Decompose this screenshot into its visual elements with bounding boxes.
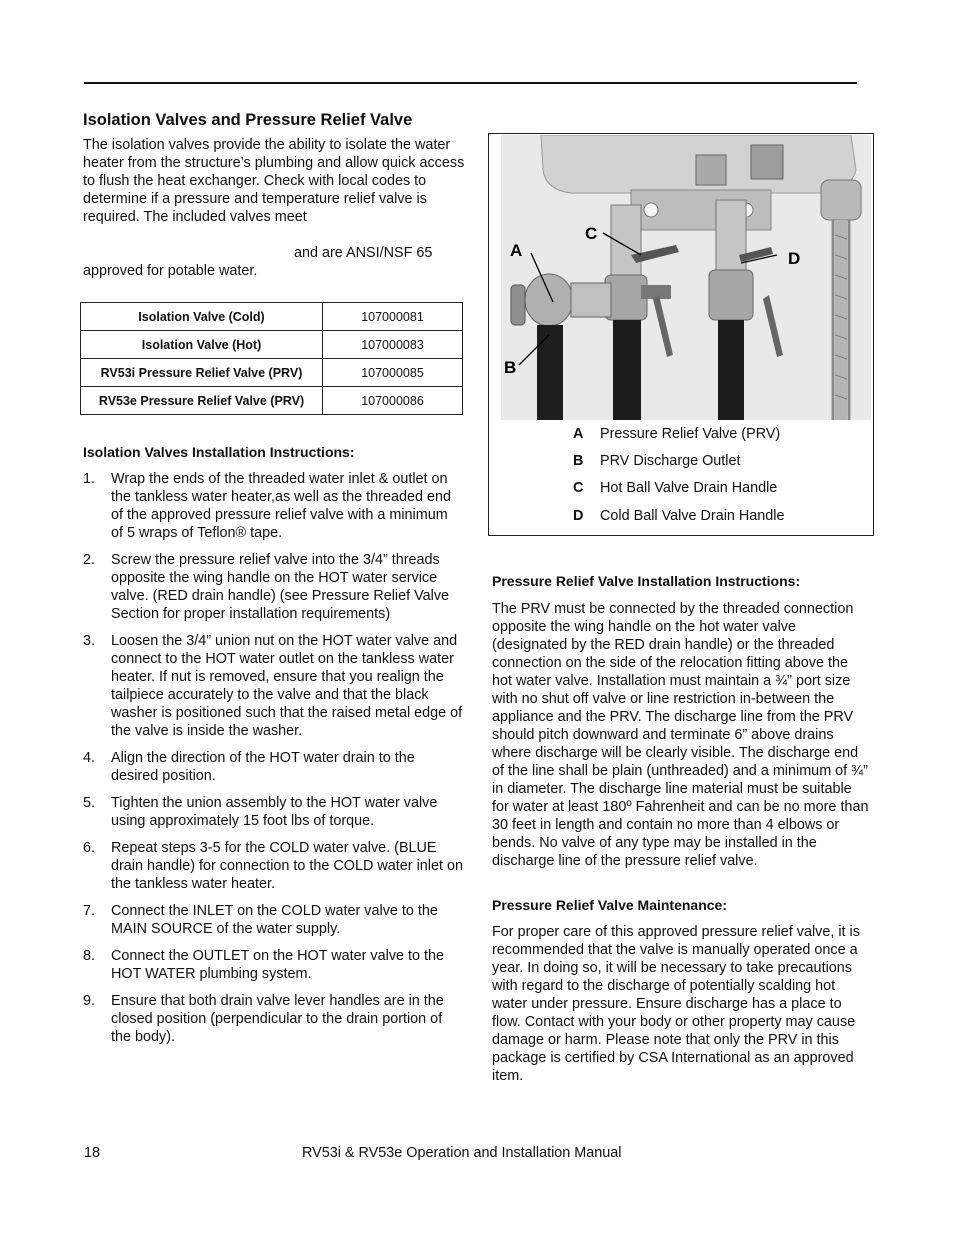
table-row xyxy=(81,303,463,331)
step-number: 3. xyxy=(83,633,96,649)
prv-maintenance-text: For proper care of this approved pressure relief valve, it is recommended that the valve is manually operated once a year. In doing so, it will be necessary to take precautions with regard to the discharge of potentially scalding hot water under pressure. Ensure discharge has a place to flow. Contact with your body or other property may cause damage or harm. Please note that only the PRV in this package is certified by CSA International as an approved item. xyxy=(492,924,860,1084)
manual-title: RV53i & RV53e Operation and Installation Manual xyxy=(302,1145,622,1161)
callout-d: D xyxy=(788,249,801,268)
part-number: 107000083 xyxy=(323,331,463,359)
legend-text: Hot Ball Valve Drain Handle xyxy=(600,480,778,496)
table-row xyxy=(81,359,463,387)
list-item xyxy=(83,794,463,830)
intro-continuation-a: and are ANSI/NSF 65 xyxy=(294,245,433,261)
part-label: RV53i Pressure Relief Valve (PRV) xyxy=(81,359,323,387)
isolation-steps-list xyxy=(83,470,463,1055)
step-number: 5. xyxy=(83,795,96,811)
isolation-instructions-heading: Isolation Valves Installation Instructions: xyxy=(83,444,355,460)
parts-table xyxy=(80,302,463,415)
legend-key: D xyxy=(573,508,584,524)
part-number: 107000081 xyxy=(323,303,463,331)
intro-continuation-b: approved for potable water. xyxy=(83,263,258,279)
legend-key: A xyxy=(573,426,584,442)
list-item xyxy=(83,839,463,893)
part-label: Isolation Valve (Cold) xyxy=(81,303,323,331)
step-number: 4. xyxy=(83,750,96,766)
step-number: 7. xyxy=(83,903,96,919)
legend-key: C xyxy=(573,480,584,496)
part-label: RV53e Pressure Relief Valve (PRV) xyxy=(81,387,323,415)
step-text: Screw the pressure relief valve into the 3/4” threads opposite the wing handle on the HOT water service valve. (RED drain handle) (see Pressure Relief Valve Section for proper installation requirements) xyxy=(111,552,450,622)
part-number: 107000085 xyxy=(323,359,463,387)
list-item xyxy=(83,992,463,1046)
list-item xyxy=(83,551,463,623)
step-number: 8. xyxy=(83,948,96,964)
step-number: 6. xyxy=(83,840,96,856)
legend-text: PRV Discharge Outlet xyxy=(600,453,741,469)
page-number: 18 xyxy=(84,1145,101,1161)
step-text: Repeat steps 3-5 for the COLD water valve. (BLUE drain handle) for connection to the COLD water inlet on the tankless water heater. xyxy=(111,840,463,892)
legend-text: Cold Ball Valve Drain Handle xyxy=(600,508,785,524)
intro-block xyxy=(83,110,465,226)
callout-b: B xyxy=(504,358,517,377)
prv-instructions-text: The PRV must be connected by the threaded connection opposite the wing handle on the hot water valve (designated by the RED drain handle) or the threaded connection on the side of the relocation fitting above the hot water valve. Installation must maintain a ¾” port size with no shut off valve or line restriction in-between the appliance and the PRV. The discharge line from the PRV should pitch downward and terminate 6” above drains where discharge will be clearly visible. The discharge end of the line shall be plain (unthreaded) and a minimum of ¾” in diameter. The discharge line material must be suitable for water at least 180º Fahrenheit and can be no more than 30 feet in length and contain no more than 4 elbows or bends. No valve of any type may be installed in the discharge line of the pressure relief valve. xyxy=(492,601,869,869)
list-item xyxy=(83,902,463,938)
step-number: 9. xyxy=(83,993,96,1009)
intro-paragraph: The isolation valves provide the ability to isolate the water heater from the structure’s plumbing and allow quick access to flush the heat exchanger. Check with local codes to determine if a pressure and temperature relief valve is required. The included valves meet xyxy=(83,137,465,225)
table-row xyxy=(81,387,463,415)
legend-key: B xyxy=(573,453,584,469)
list-item xyxy=(83,947,463,983)
prv-maintenance-heading: Pressure Relief Valve Maintenance: xyxy=(492,897,727,913)
step-text: Align the direction of the HOT water drain to the desired position. xyxy=(111,750,415,784)
list-item xyxy=(83,749,463,785)
callout-a: A xyxy=(510,241,523,260)
part-number: 107000086 xyxy=(323,387,463,415)
step-number: 2. xyxy=(83,552,96,568)
part-label: Isolation Valve (Hot) xyxy=(81,331,323,359)
step-number: 1. xyxy=(83,471,96,487)
list-item xyxy=(83,470,463,542)
header-rule xyxy=(84,82,857,84)
step-text: Connect the OUTLET on the HOT water valve to the HOT WATER plumbing system. xyxy=(111,948,445,982)
step-text: Tighten the union assembly to the HOT water valve using approximately 15 foot lbs of torque. xyxy=(111,795,438,829)
legend-text: Pressure Relief Valve (PRV) xyxy=(600,426,781,442)
callout-c: C xyxy=(585,224,598,243)
step-text: Connect the INLET on the COLD water valve to the MAIN SOURCE of the water supply. xyxy=(111,903,438,937)
valve-figure xyxy=(488,133,874,536)
prv-instructions-heading: Pressure Relief Valve Installation Instructions: xyxy=(492,573,801,589)
step-text: Wrap the ends of the threaded water inlet & outlet on the tankless water heater,as well as the threaded end of the approved pressure relief valve with a minimum of 5 wraps of Teflon® tape. xyxy=(111,471,451,541)
section-title: Isolation Valves and Pressure Relief Valve xyxy=(83,111,413,129)
valve-photo xyxy=(501,135,871,420)
table-row xyxy=(81,331,463,359)
step-text: Loosen the 3/4” union nut on the HOT water valve and connect to the HOT water outlet on the tankless water heater. If nut is removed, ensure that you realign the tailpiece accurately to the valve and that the black washer is positioned such that the raised metal edge of the valve is inside the washer. xyxy=(111,633,463,739)
step-text: Ensure that both drain valve lever handles are in the closed position (perpendicular to the drain portion of the body). xyxy=(111,993,444,1045)
list-item xyxy=(83,632,463,740)
